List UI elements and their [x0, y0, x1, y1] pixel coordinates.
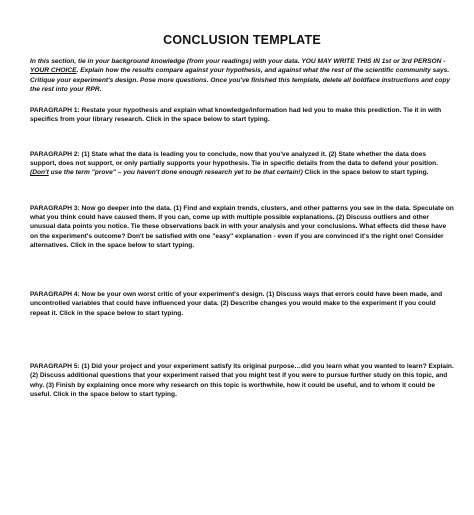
- intro-text-end: . Explain how the results compare against your hypothesis, and against what the rest of the scientific community says. Critique your experiment's design. Pose more questions. Once you've finished this template, delete all boldface instructions and copy the rest into your RPR.: [30, 67, 451, 93]
- paragraph-2-text-end: Click in the space below to start typing.: [302, 169, 429, 177]
- paragraph-2-text-start: PARAGRAPH 2: (1) State what the data is leading you to conclude, now that you've analyzed it. (2) State whether the data does support, does not support, or only partially supports your hypothesis. Tie in specific details from the data to defend your position.: [30, 150, 439, 168]
- paragraph-4-instructions[interactable]: PARAGRAPH 4: Now be your own worst critic of your experiment's design. (1) Discuss ways that errors could have been made, and uncontrolled variables that could have influenced your data. (2) Describe changes you would make to the experiment if you could repeat it. Click in the space below to start typing.: [30, 291, 443, 317]
- paragraph-2-instructions[interactable]: [30, 150, 454, 178]
- paragraph-2-note: [30, 169, 303, 176]
- intro-choice-emphasis: YOUR CHOICE: [30, 67, 77, 75]
- intro-text-start: In this section, tie in your background knowledge (from your readings) with your data. YOU MAY WRITE THIS IN 1st or 3rd PERSON -: [30, 58, 446, 65]
- intro-instructions: [30, 57, 454, 94]
- paragraph-5-instructions[interactable]: PARAGRAPH 5: (1) Did your project and your experiment satisfy its original purpose…did you learn what you wanted to learn? Explain. (2) Discuss additional questions that your experiment raised that you might test if you were to pursue further study on this topic, and why. (3) Finish by explaining once more why research on this topic is worthwhile, how it could be useful, and to whom it could be useful. Click in the space below to start typing.: [30, 363, 454, 398]
- paragraph-3-instructions[interactable]: PARAGRAPH 3: Now go deeper into the data. (1) Find and explain trends, clusters, and other patterns you see in the data. Speculate on what you think could have caused them. If you can, come up with multiple possible explanations. (2) Discuss outliers and other unusual data points you notice. Tie these observations back in with your analysis and your conclusions. What effects did these have on the experiment's outcome? Don't be satisfied with one "easy" explanation - even if you are convinced it's the right one! Consider alternatives. Click in the space below to start typing.: [30, 204, 454, 249]
- paragraph-2-note-dont: (Don't: [30, 169, 49, 177]
- page-title: CONCLUSION TEMPLATE: [163, 33, 321, 47]
- paragraph-1-instructions[interactable]: PARAGRAPH 1: Restate your hypothesis and explain what knowledge/information had led you to make this prediction. Tie it in with specifics from your library research. Click in the space below to start typing.: [30, 107, 442, 124]
- paragraph-2-note-rest: use the term "prove" – you haven't done enough research yet to be that certain!): [48, 169, 303, 177]
